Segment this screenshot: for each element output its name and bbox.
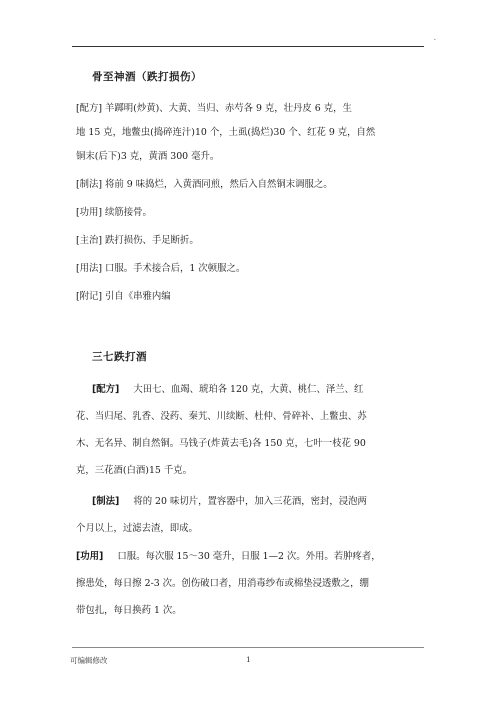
footer-rule [72,647,424,648]
section1-title: 骨至神酒（跌打损伤） [92,71,202,83]
footer-note: 可编辑修改 [70,656,108,665]
method-label: [制法] [92,496,120,507]
section1-line: 铜末(后下)3 克，黄酒 300 毫升。 [76,151,220,162]
page-number: 1 [246,655,251,664]
section1-line: 地 15 克，地鳖虫(捣碎连汁)10 个，土虱(捣烂)30 个、红花 9 克，自然 [76,127,376,138]
formula-first-line [92,383,363,396]
section1-line: [制法] 将前 9 味捣烂，入黄酒同煎，然后入自然铜末调服之。 [76,179,333,190]
formula-label: [配方] [92,384,120,395]
formula-line: 克，三花酒(白酒)15 千克。 [76,465,192,476]
header-mark: . [433,34,436,42]
section2-title: 三七跌打酒 [92,351,147,363]
function-text: 口服。每次服 15～30 毫升，日服 1—2 次。外用。若肿疼者， [117,551,381,562]
formula-line: 花、当归尾、乳香、没药、秦艽、川续断、杜仲、骨碎补、上鳖虫、苏 [76,411,367,422]
formula-line: 木、无名异、制自然铜。马钱子(炸黄去毛)各 150 克，七叶一枝花 90 [76,438,366,449]
header-rule [72,46,424,47]
formula-text: 大田七、血竭、琥珀各 120 克，大黄、桃仁、泽兰、红 [133,384,364,395]
function-line: 擦患处，每日擦 2-3 次。创伤破口者，用消毒纱布或棉垫浸透敷之，绷 [76,578,369,589]
section1-line: [功用] 续筋接骨。 [76,207,152,218]
section1-line: [用法] 口服。手术接合后，1 次顿服之。 [76,263,246,274]
function-first-line [76,550,381,563]
section1-line: [附记] 引自《串雅内编 [76,291,171,302]
function-line: 带包扎，每日换药 1 次。 [76,605,182,616]
method-line: 个月以上，过滤去渣，即成。 [76,523,198,534]
method-first-line [92,495,367,508]
function-label: [功用] [76,551,104,562]
method-text: 将的 20 味切片，置容器中，加入三花酒，密封，浸泡两 [133,496,367,507]
section1-line: [主治] 跌打损伤、手足断折。 [76,235,199,246]
section1-line: [配方] 羊踯明(炒黄)、大黄、当归、赤芍各 9 克，壮丹皮 6 克，生 [76,103,352,114]
